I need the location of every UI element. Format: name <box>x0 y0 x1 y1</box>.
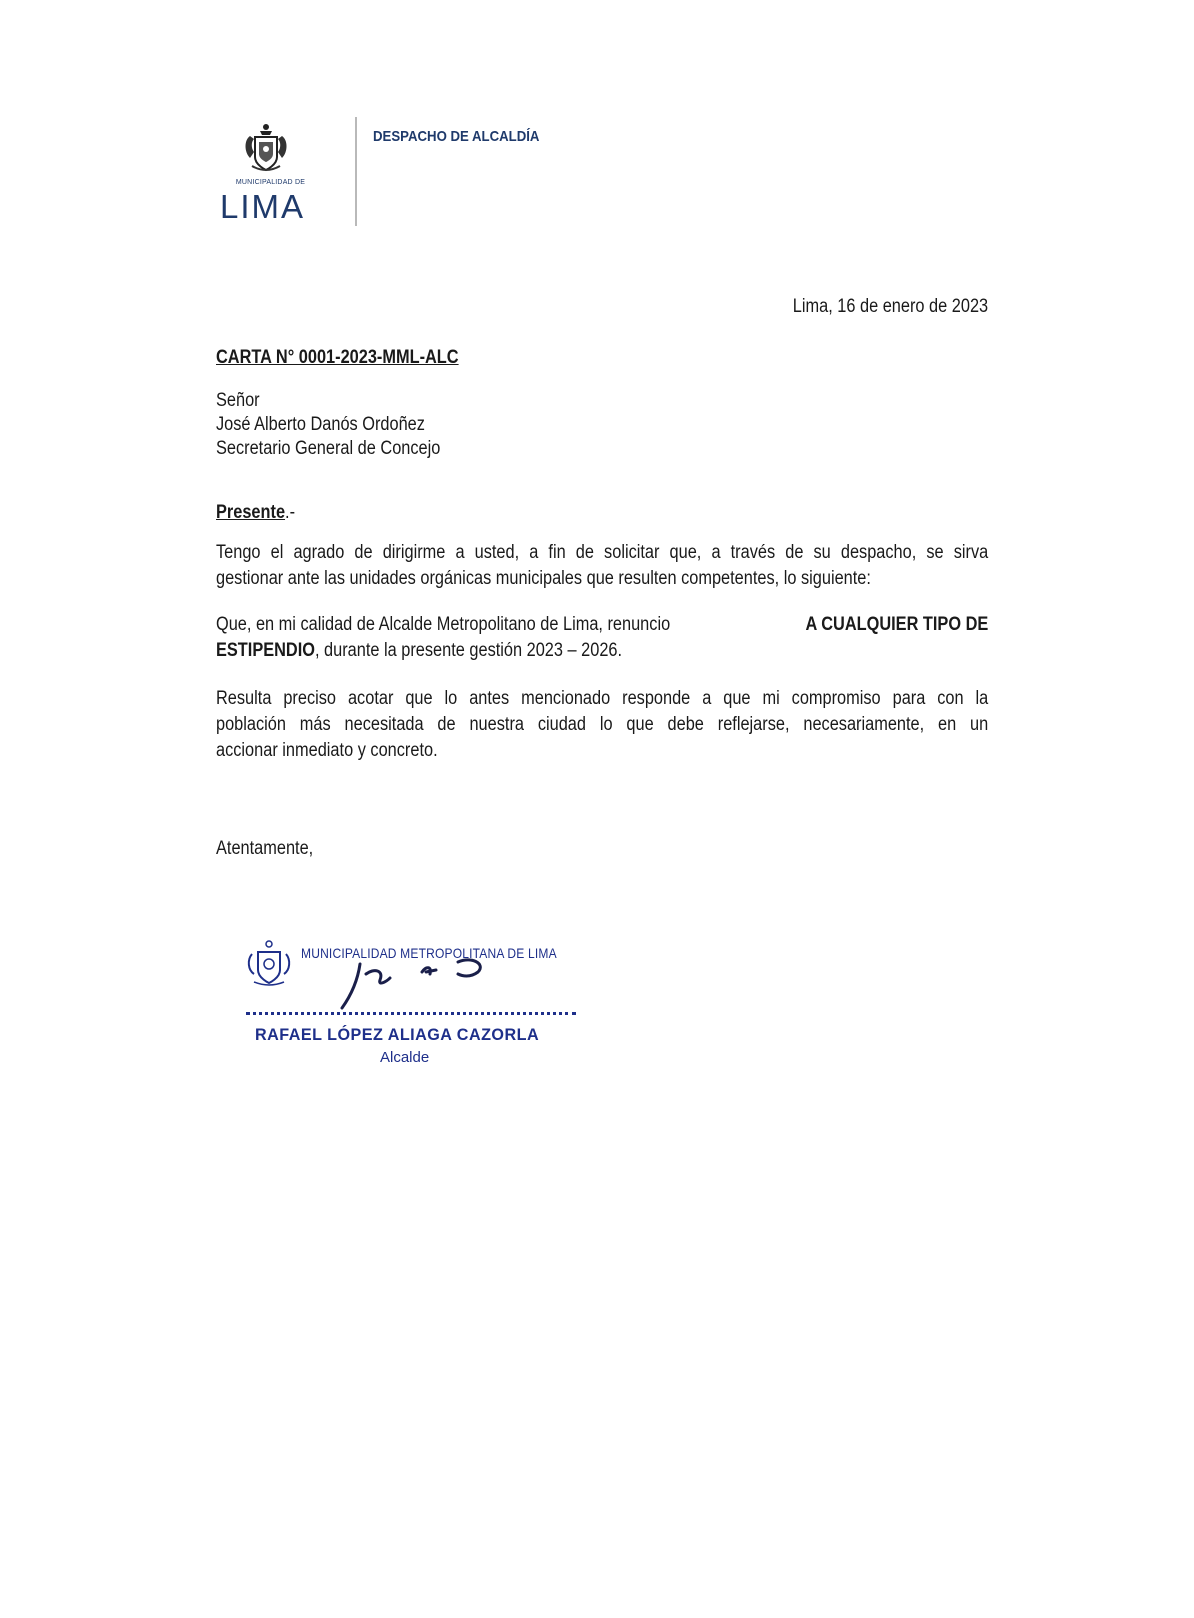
presente-line <box>216 502 295 524</box>
recipient-salutation: Señor <box>216 390 260 411</box>
word: compromiso <box>791 688 881 709</box>
paragraph-justification <box>216 686 988 764</box>
word: el <box>270 542 284 563</box>
word: despacho, <box>840 542 917 563</box>
word: de <box>354 542 373 563</box>
stamp-coat-of-arms-icon <box>246 940 292 988</box>
presente-suffix: .- <box>285 502 296 523</box>
word: fin <box>548 542 566 563</box>
word: preciso <box>283 688 337 709</box>
word: Tengo <box>216 542 261 563</box>
word: necesitada <box>344 714 424 735</box>
word: usted, <box>474 542 520 563</box>
renounce-regular-text: Que, en mi calidad de Alcalde Metropolitano de Lima, renuncio <box>216 614 671 635</box>
word: de <box>575 542 594 563</box>
word: lo <box>444 688 458 709</box>
word: de <box>437 714 456 735</box>
letter-date: Lima, 16 de enero de 2023 <box>792 296 988 317</box>
word: que <box>405 688 433 709</box>
word: lo <box>599 714 613 735</box>
word: reflejarse, <box>717 714 790 735</box>
paragraph-request <box>216 540 988 592</box>
signature-line <box>246 1012 576 1015</box>
paragraph-renounce-line-2 <box>216 638 880 664</box>
office-title: DESPACHO DE ALCALDÍA <box>373 128 540 145</box>
word: mi <box>762 688 780 709</box>
word: nuestra <box>469 714 524 735</box>
header-divider <box>355 117 357 226</box>
letter-reference: CARTA N° 0001-2023-MML-ALC <box>216 347 459 368</box>
handwritten-signature <box>330 958 550 1028</box>
word: acotar <box>347 688 394 709</box>
signer-name: RAFAEL LÓPEZ ALIAGA CAZORLA <box>255 1025 540 1044</box>
paragraph-justification-line-3: accionar inmediato y concreto. <box>216 740 438 761</box>
paragraph-justification-line-1 <box>216 686 988 712</box>
word: dirigirme <box>382 542 446 563</box>
paragraph-justification-line-2 <box>216 712 988 738</box>
municipality-city-wordmark: LIMA <box>220 188 306 225</box>
word: debe <box>667 714 704 735</box>
renounce-bold-text: A CUALQUIER TIPO DE <box>805 614 989 635</box>
word: a <box>455 542 465 563</box>
word: agrado <box>293 542 345 563</box>
word: población <box>216 714 286 735</box>
word: a <box>711 542 721 563</box>
presente-word: Presente <box>216 502 286 523</box>
coat-of-arms-icon <box>242 122 290 176</box>
recipient-title: Secretario General de Concejo <box>216 438 441 459</box>
word: que, <box>669 542 702 563</box>
stamp-title: MUNICIPALIDAD METROPOLITANA DE LIMA <box>301 945 557 961</box>
word: responde <box>622 688 691 709</box>
municipality-logo <box>218 120 328 230</box>
renounce-bold-continuation: ESTIPENDIO <box>216 640 315 661</box>
word: Resulta <box>216 688 272 709</box>
paragraph-request-line-2: gestionar ante las unidades orgánicas municipales que resulten competentes, lo siguiente: <box>216 568 871 589</box>
word: a <box>702 688 712 709</box>
word: necesariamente, <box>803 714 925 735</box>
word: que <box>626 714 654 735</box>
word: más <box>299 714 331 735</box>
word: antes <box>469 688 510 709</box>
word: se <box>926 542 944 563</box>
word: de <box>785 542 804 563</box>
paragraph-request-line-1 <box>216 540 988 566</box>
word: en <box>938 714 957 735</box>
word: mencionado <box>521 688 611 709</box>
word: un <box>970 714 989 735</box>
word: a <box>529 542 539 563</box>
word: su <box>813 542 831 563</box>
word: sirva <box>953 542 989 563</box>
municipality-label-small: MUNICIPALIDAD DE <box>235 179 306 186</box>
paragraph-renounce <box>216 612 988 664</box>
closing: Atentamente, <box>216 838 314 859</box>
word: solicitar <box>604 542 660 563</box>
word: para <box>892 688 926 709</box>
word: la <box>975 688 989 709</box>
paragraph-renounce-line-1 <box>216 612 988 638</box>
word: ciudad <box>537 714 586 735</box>
word: con <box>937 688 964 709</box>
renounce-period-text: , durante la presente gestión 2023 – 2026. <box>314 640 623 661</box>
word: que <box>723 688 751 709</box>
recipient-name: José Alberto Danós Ordoñez <box>216 414 425 435</box>
word: través <box>730 542 776 563</box>
signer-role: Alcalde <box>380 1049 430 1066</box>
